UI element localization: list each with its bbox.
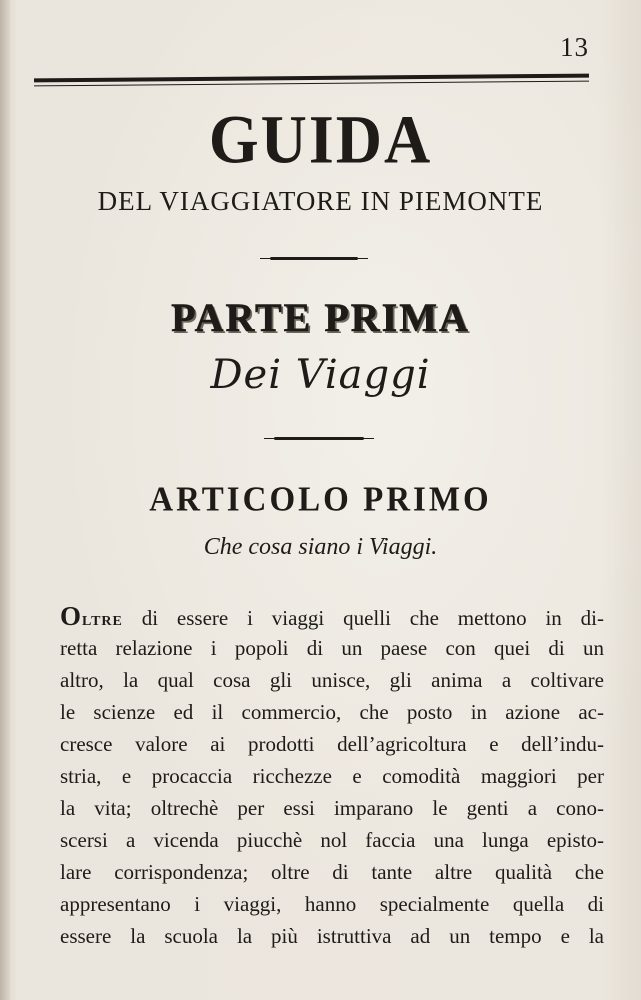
body-line: altro, la qual cosa gli unisce, gli anima a coltivare (60, 668, 604, 692)
ornament-divider (270, 257, 358, 260)
body-line: retta relazione i popoli di un paese con quei di un (60, 636, 604, 660)
drop-word-rest: LTRE (82, 614, 123, 629)
body-line: lare corrispondenza; oltre di tante altre qualità che (60, 860, 604, 884)
body-line: le scienze ed il commercio, che posto in azione ac- (60, 700, 604, 724)
body-line-text: di essere i viaggi quelli che mettono in di- (141, 606, 604, 630)
part-heading: PARTE PRIMA (171, 295, 470, 340)
page-number: 13 (560, 32, 589, 62)
body-line: cresce valore ai prodotti dell’agricoltura e dell’indu- (60, 732, 604, 756)
body-line: stria, e procaccia ricchezze e comodità maggiori per (60, 764, 604, 788)
body-text (60, 600, 604, 952)
article-subheading: Che cosa siano i Viaggi. (203, 534, 438, 560)
article-heading: ARTICOLO PRIMO (149, 481, 492, 519)
book-title: GUIDA (208, 101, 433, 178)
body-line: essere la scuola la più istruttiva ad un tempo e la (60, 924, 604, 948)
body-line: scersi a vicenda piucchè nol faccia una lunga episto- (60, 828, 604, 852)
drop-word-initial: O (60, 601, 83, 631)
body-line (60, 600, 604, 632)
book-subtitle: DEL VIAGGIATORE IN PIEMONTE (97, 186, 544, 216)
body-line: appresentano i viaggi, hanno specialmente quella di (60, 892, 604, 916)
part-subheading: Dei Viaggi (210, 352, 431, 398)
drop-word (60, 601, 123, 631)
ornament-divider (274, 437, 364, 440)
header-rule (34, 74, 589, 83)
body-line: la vita; oltrechè per essi imparano le genti a cono- (60, 796, 604, 820)
